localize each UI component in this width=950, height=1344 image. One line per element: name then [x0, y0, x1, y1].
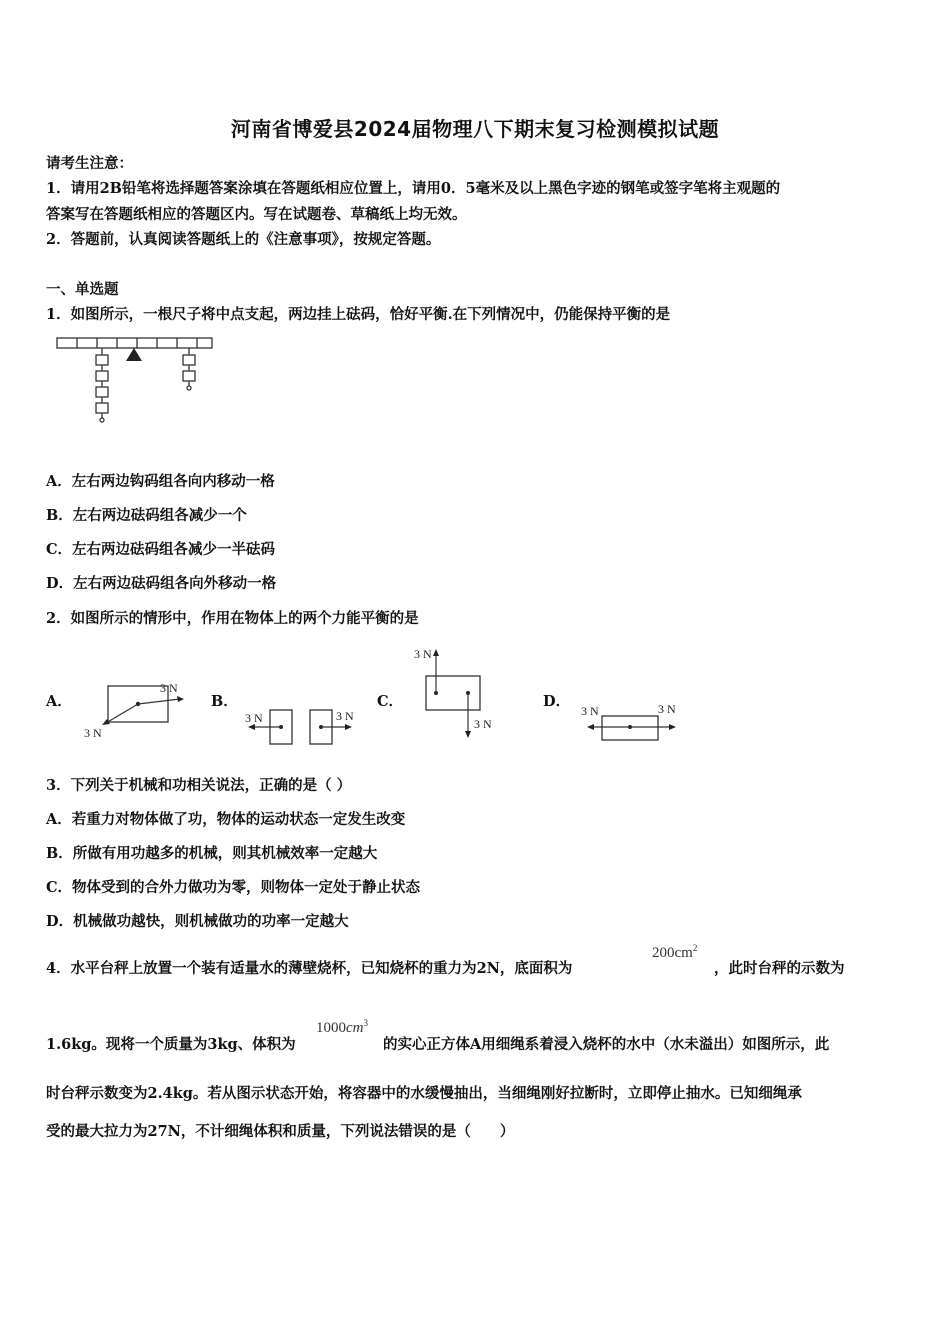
q3-option-a: A．若重力对物体做了功，物体的运动状态一定发生改变: [46, 811, 406, 828]
fulcrum: [126, 348, 142, 361]
q3-option-c: C．物体受到的合外力做功为零，则物体一定处于静止状态: [46, 879, 421, 896]
q4-line-1b: ，此时台秤的示数为: [714, 960, 845, 977]
q2-figure-a: [80, 675, 190, 745]
q2-stem: 2．如图所示的情形中，作用在物体上的两个力能平衡的是: [46, 610, 419, 627]
q2-c-label-top: 3 N: [414, 647, 432, 661]
q2-option-a-letter: A．: [46, 693, 72, 710]
section-heading: 一、单选题: [46, 281, 119, 298]
q2-d-label-left: 3 N: [581, 704, 599, 718]
q4-area-formula: $200cm^2$: [652, 943, 698, 961]
q1-option-d: D．左右两边砝码组各向外移动一格: [46, 575, 277, 592]
q4-line-1a: 4．水平台秤上放置一个装有适量水的薄壁烧杯，已知烧杯的重力为2N，底面积为: [46, 960, 573, 977]
notice-heading: 请考生注意：: [46, 155, 133, 172]
q4-line-2b: 的实心正方体A用细绳系着浸入烧杯的水中（水未溢出）如图所示，此: [383, 1036, 830, 1053]
notice-line-1b: 答案写在答题纸相应的答题区内。写在试题卷、草稿纸上均无效。: [46, 206, 467, 223]
q2-option-d-letter: D．: [543, 693, 571, 710]
q2-a-label-left: 3 N: [84, 726, 102, 740]
q3-stem: 3．下列关于机械和功相关说法，正确的是（ ）: [46, 777, 352, 794]
q4-line-3: 时台秤示数变为2.4kg。若从图示状态开始，将容器中的水缓慢抽出，当细绳刚好拉断时，立即停止抽水。已知细绳承: [46, 1085, 802, 1102]
q2-c-label-bottom: 3 N: [474, 717, 492, 731]
q1-lever-figure: [52, 332, 218, 432]
q2-figure-d: [578, 698, 688, 748]
notice-line-1: 1．请用2B铅笔将选择题答案涂填在答题纸相应位置上，请用0．5毫米及以上黑色字迹的钢笔或签字笔将主观题的: [46, 180, 781, 197]
q2-option-c-letter: C．: [377, 693, 404, 710]
q2-b-label-right: 3 N: [336, 709, 354, 723]
notice-line-2: 2．答题前，认真阅读答题纸上的《注意事项》，按规定答题。: [46, 231, 441, 248]
page-title: 河南省博爱县2024届物理八下期末复习检测模拟试题: [230, 117, 720, 141]
q1-option-c: C．左右两边砝码组各减少一半砝码: [46, 541, 276, 558]
q2-option-b-letter: B．: [211, 693, 238, 710]
q4-volume-formula: $1000cm^3$: [316, 1018, 368, 1036]
q1-option-b: B．左右两边砝码组各减少一个: [46, 507, 247, 524]
q1-option-a: A．左右两边钩码组各向内移动一格: [46, 473, 275, 490]
q4-line-2a: 1.6kg。现将一个质量为3kg、体积为: [46, 1036, 296, 1053]
q2-b-label-left: 3 N: [245, 711, 263, 725]
q3-option-b: B．所做有用功越多的机械，则其机械效率一定越大: [46, 845, 378, 862]
q3-option-d: D．机械做功越快，则机械做功的功率一定越大: [46, 913, 349, 930]
q2-a-label-right: 3 N: [160, 681, 178, 695]
q2-d-label-right: 3 N: [658, 702, 676, 716]
q2-figure-c: [408, 640, 508, 745]
q2-figure-b: [240, 700, 365, 750]
ruler: [57, 338, 212, 348]
q4-line-4: 受的最大拉力为27N，不计细绳体积和质量，下列说法错误的是（ ）: [46, 1123, 515, 1140]
q1-stem: 1．如图所示，一根尺子将中点支起，两边挂上砝码，恰好平衡.在下列情况中，仍能保持平衡的是: [46, 306, 671, 323]
